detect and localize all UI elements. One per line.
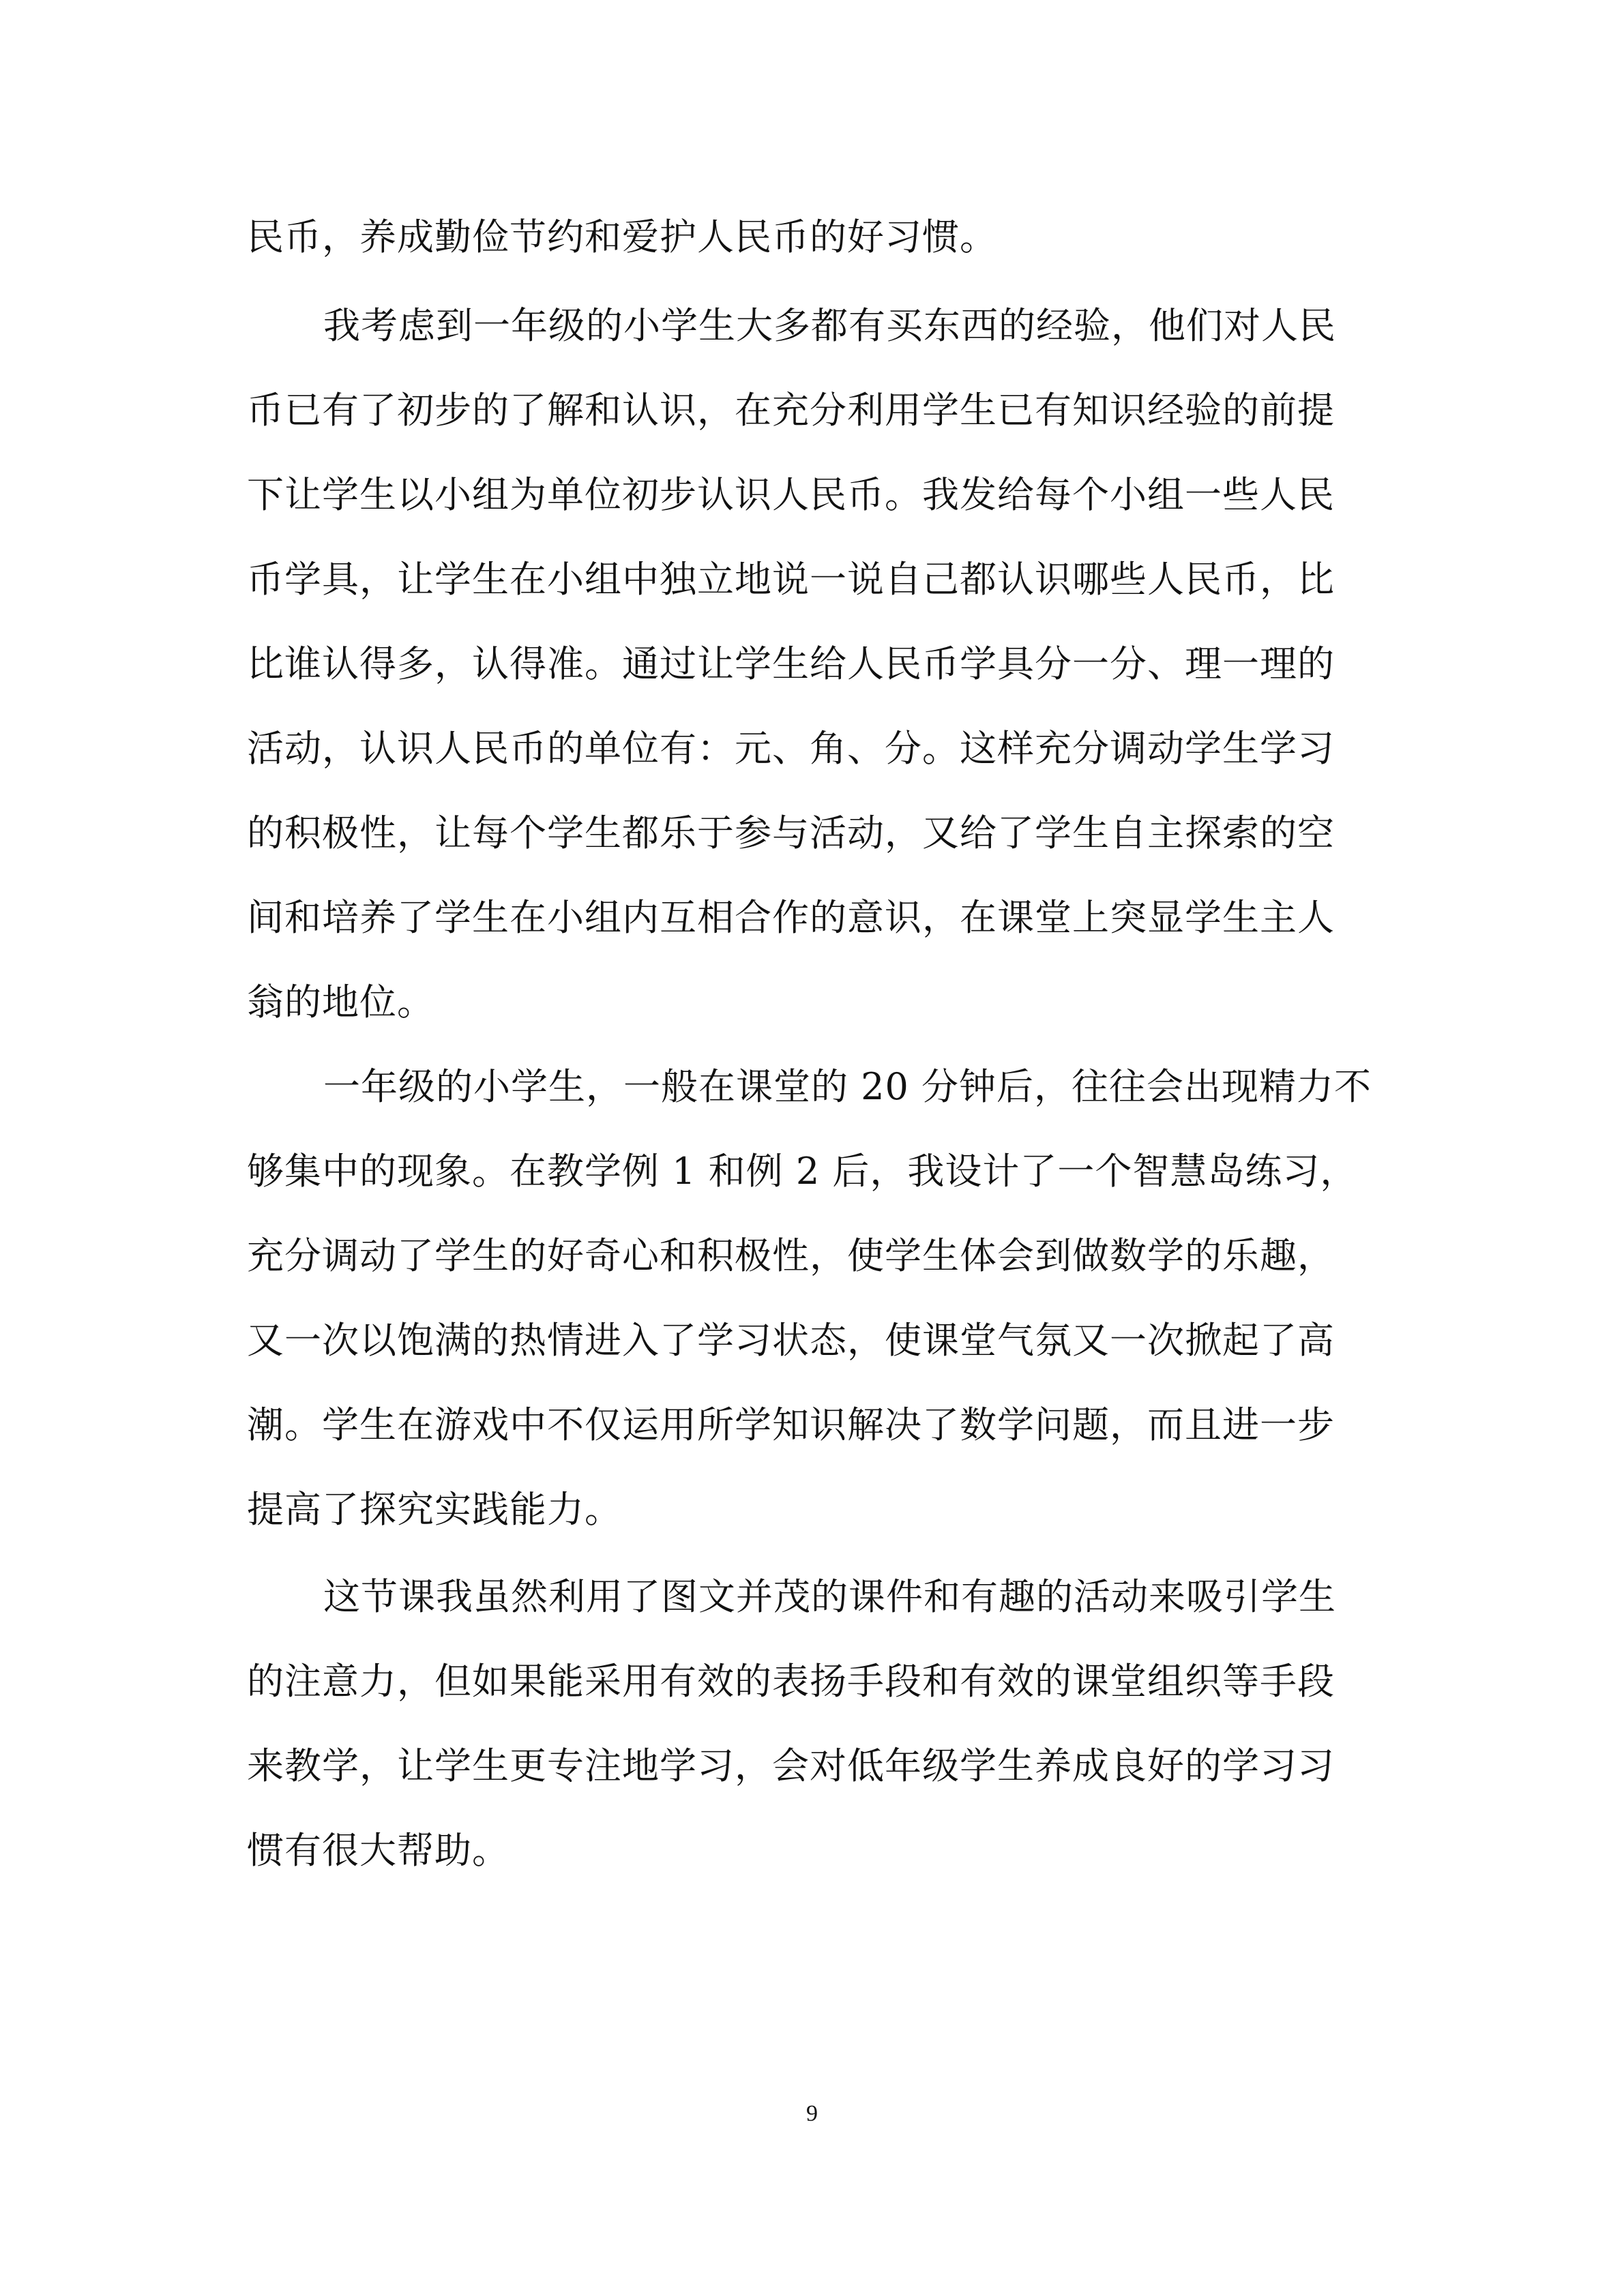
text-line: 够集中的现象。在教学例 1 和例 2 后，我设计了一个智慧岛练习，: [247, 1150, 1358, 1193]
text-line: 间和培养了学生在小组内互相合作的意识，在课堂上突显学生主人: [247, 896, 1335, 939]
text-line: 潮。学生在游戏中不仅运用所学知识解决了数学问题，而且进一步: [247, 1403, 1335, 1446]
paragraph-first-line: 这节课我虽然利用了图文并茂的课件和有趣的活动来吸引学生: [323, 1575, 1336, 1618]
text-line: 提高了探究实践能力。: [247, 1488, 622, 1531]
text-line: 翁的地位。: [247, 981, 434, 1024]
text-line: 活动，认识人民币的单位有：元、角、分。这样充分调动学生学习: [247, 727, 1335, 770]
page-number: 9: [806, 2101, 818, 2126]
text-line: 比谁认得多，认得准。通过让学生给人民币学具分一分、理一理的: [247, 642, 1335, 685]
text-line: 民币，养成勤俭节约和爱护人民币的好习惯。: [247, 215, 997, 258]
text-line: 惯有很大帮助。: [247, 1829, 510, 1872]
text-line: 的积极性，让每个学生都乐于参与活动，又给了学生自主探索的空: [247, 811, 1335, 854]
text-line: 又一次以饱满的热情进入了学习状态，使课堂气氛又一次掀起了高: [247, 1319, 1335, 1362]
text-line: 下让学生以小组为单位初步认识人民币。我发给每个小组一些人民: [247, 473, 1335, 516]
text-line: 充分调动了学生的好奇心和积极性，使学生体会到做数学的乐趣，: [247, 1234, 1335, 1277]
text-line: 的注意力，但如果能采用有效的表扬手段和有效的课堂组织等手段: [247, 1660, 1335, 1703]
paragraph-first-line: 一年级的小学生，一般在课堂的 20 分钟后，往往会出现精力不: [323, 1065, 1372, 1108]
text-line: 来教学，让学生更专注地学习，会对低年级学生养成良好的学习习: [247, 1744, 1335, 1787]
text-line: 币学具，让学生在小组中独立地说一说自己都认识哪些人民币，比: [247, 558, 1335, 601]
paragraph-first-line: 我考虑到一年级的小学生大多都有买东西的经验，他们对人民: [323, 304, 1336, 347]
text-line: 币已有了初步的了解和认识，在充分利用学生已有知识经验的前提: [247, 389, 1335, 432]
